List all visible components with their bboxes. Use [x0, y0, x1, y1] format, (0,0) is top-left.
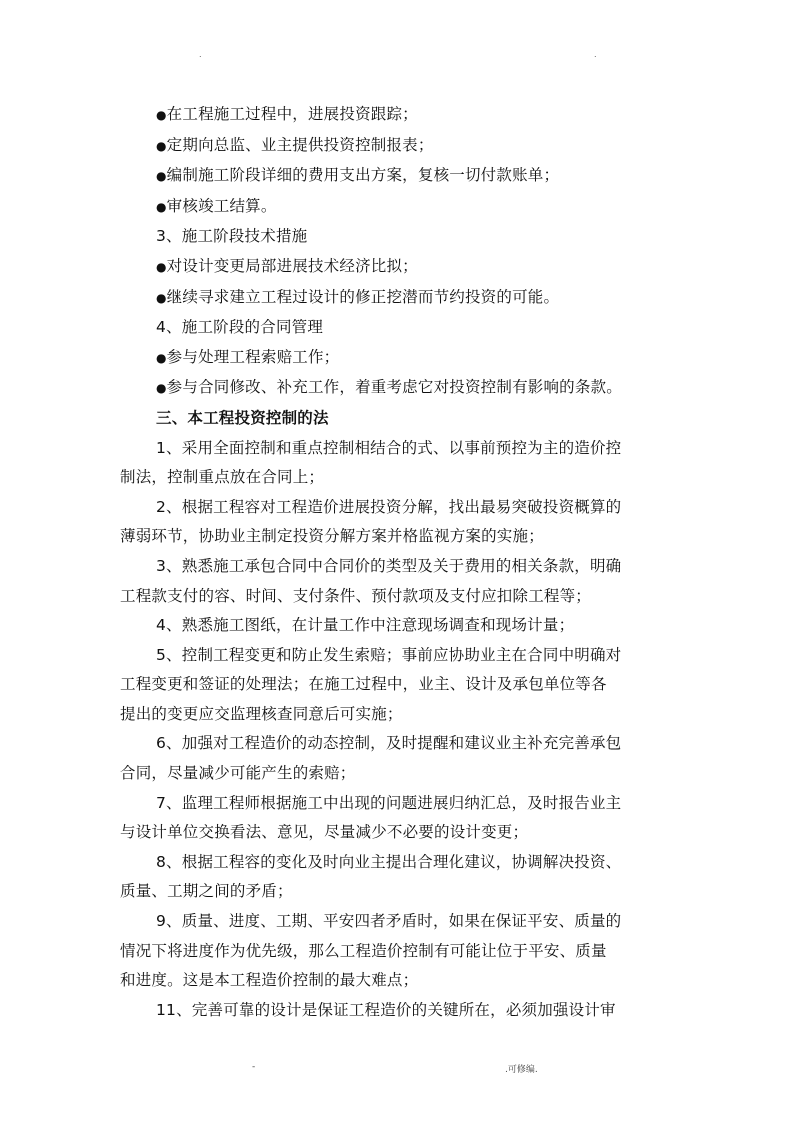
paragraph-line: 质量、工期之间的矛盾； — [120, 882, 293, 901]
paragraph — [120, 552, 678, 611]
header-mark-left: . — [199, 50, 202, 59]
list-item: ●继续寻求建立工程过设计的修正挖潜而节约投资的可能。 — [156, 287, 560, 306]
paragraph-line: 制法，控制重点放在合同上； — [120, 468, 325, 487]
bullet-icon: ● — [156, 290, 167, 305]
paragraph — [120, 996, 678, 1026]
paragraph-line: 工程变更和签证的处理法；在施工过程中，业主、设计及承包单位等各 — [120, 675, 607, 694]
paragraph-line: 和进度。这是本工程造价控制的最大难点； — [120, 971, 419, 990]
bullet-icon: ● — [156, 108, 167, 122]
bullet-icon: ● — [156, 259, 167, 274]
paragraph-line: 3、熟悉施工承包合同中合同价的类型及关于费用的相关条款，明确 — [156, 556, 622, 575]
paragraph-line: 合同，尽量减少可能产生的索赔； — [120, 764, 356, 783]
bullet-icon: ● — [156, 381, 167, 396]
paragraph — [120, 907, 678, 996]
paragraph-line: 薄弱环节，协助业主制定投资分解方案并格监视方案的实施； — [120, 527, 544, 546]
header-mark-right: . — [594, 50, 597, 59]
list-item: ●对设计变更局部进展技术经济比拟； — [156, 256, 418, 275]
paragraph-line: 11、完善可靠的设计是保证工程造价的关键所在，必须加强设计审 — [156, 1000, 616, 1019]
bullet-icon: ● — [156, 169, 167, 184]
paragraph — [120, 641, 678, 730]
paragraph-line: 9、质量、进度、工期、平安四者矛盾时，如果在保证平安、质量的 — [156, 912, 622, 931]
paragraph — [120, 729, 678, 788]
list-item: ●审核竣工结算。 — [156, 196, 277, 215]
list-item: ●参与合同修改、补充工作，着重考虑它对投资控制有影响的条款。 — [156, 378, 622, 397]
document-body — [120, 100, 678, 1025]
paragraph — [120, 848, 678, 907]
footer-mark-left: - — [252, 1062, 256, 1072]
paragraph-line: 4、熟悉施工图纸，在计量工作中注意现场调查和现场计量； — [156, 616, 575, 635]
paragraph — [120, 789, 678, 848]
bullet-icon: ● — [156, 138, 167, 153]
paragraph — [120, 611, 678, 641]
paragraph — [120, 493, 678, 552]
bullet-icon: ● — [156, 199, 167, 214]
paragraph-line: 工程款支付的容、时间、支付条件、预付款项及支付应扣除工程等； — [120, 586, 592, 605]
paragraph-line: 8、根据工程容的变化及时向业主提出合理化建议，协调解决投资、 — [156, 852, 622, 871]
paragraph-line: 1、采用全面控制和重点控制相结合的式、以事前预控为主的造价控 — [156, 438, 622, 457]
paragraph-line: 6、加强对工程造价的动态控制，及时提醒和建议业主补充完善承包 — [156, 734, 622, 753]
paragraph — [120, 434, 678, 493]
list-item: ●编制施工阶段详细的费用支出方案，复核一切付款账单； — [156, 166, 560, 185]
bullet-icon: ● — [156, 350, 167, 365]
subheading: 4、施工阶段的合同管理 — [156, 318, 324, 337]
paragraph-line: 7、监理工程师根据施工中出现的问题进展归纳汇总，及时报告业主 — [156, 793, 622, 812]
list-item: ●参与处理工程索赔工作； — [156, 347, 340, 366]
paragraph-line: 与设计单位交换看法、意见，尽量减少不必要的设计变更； — [120, 823, 529, 842]
section-heading: 三、本工程投资控制的法 — [156, 408, 329, 427]
list-item: ●定期向总监、业主提供投资控制报表； — [156, 135, 434, 154]
subheading: 3、施工阶段技术措施 — [156, 227, 308, 246]
footer-editable-note: .可修编. — [505, 1065, 538, 1075]
paragraph-line: 情况下将进度作为优先级，那么工程造价控制有可能让位于平安、质量 — [120, 941, 607, 960]
paragraph-line: 提出的变更应交监理核查同意后可实施； — [120, 704, 403, 723]
list-item: ●在工程施工过程中，进展投资跟踪； — [156, 105, 418, 123]
paragraph-line: 2、根据工程容对工程造价进展投资分解，找出最易突破投资概算的 — [156, 497, 622, 516]
paragraph-line: 5、控制工程变更和防止发生索赔；事前应协助业主在合同中明确对 — [156, 645, 622, 664]
